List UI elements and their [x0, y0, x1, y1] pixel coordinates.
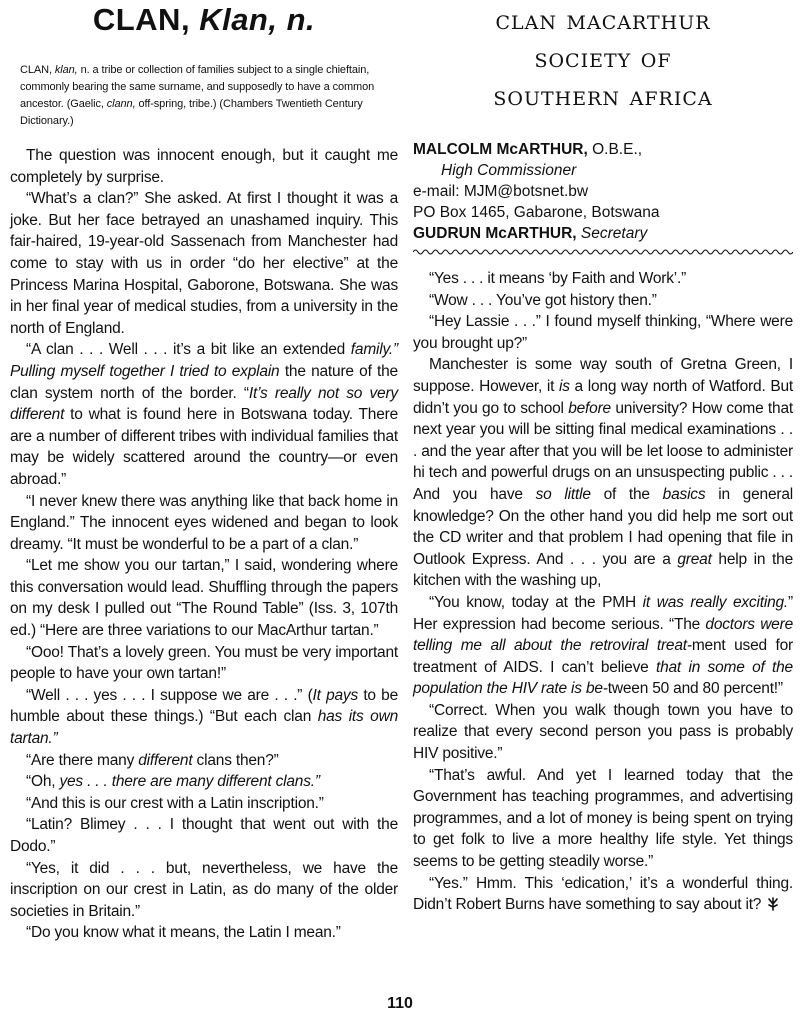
paragraph: “Are there many different clans then?”	[26, 751, 279, 769]
paragraph: “Well . . . yes . . . I suppose we are . . .” (It pays to be humble about these things.) “But each clan has its own tartan.”	[10, 686, 399, 748]
article-body-right	[413, 268, 793, 916]
contact-address: PO Box 1465, Gabarone, Botswana	[413, 204, 660, 221]
paragraph: “Hey Lassie . . .” I found myself thinking, “Where were you brought up?”	[413, 313, 793, 352]
contact-block	[413, 139, 793, 244]
paragraph: “That’s awful. And yet I learned today that the Government has teaching programmes, and advertising programmes, and a lot of money is being spent on trying to get folk to live a more healthy life style. Yet things seems to be getting steadily worse.”	[413, 766, 793, 871]
paragraph: “I never knew there was anything like that back home in England.” The innocent eyes widened and began to look dreamy. “It must be wonderful to be a part of a clan.”	[10, 492, 398, 553]
page-number: 110	[387, 995, 413, 1012]
paragraph: “Yes, it did . . . but, nevertheless, we have the inscription on our crest in Latin, as do many of the older societies in Britain.”	[10, 859, 398, 920]
paragraph: “Yes . . . it means ‘by Faith and Work’.”	[429, 270, 687, 287]
paragraph: “You know, today at the PMH it was really exciting.” Her expression had become serious. “The doctors were telling me all about the retroviral treat-ment used for treatment of AIDS. I can’t believe that in some of the population the HIV rate is be-tween 50 and 80 percent!”	[413, 593, 794, 698]
paragraph: “A clan . . . Well . . . it’s a bit like an extended family.” Pulling myself together I tried to explain the nature of the clan system north of the border. “It’s really not so very different to what is found here in Botswana today. There are a number of different tribes with individual families that may be widely scattered around the country—or even abroad.”	[10, 341, 398, 488]
society-title: clan macarthur society of southern africa	[493, 5, 713, 112]
thistle-icon	[765, 897, 781, 911]
paragraph: “What’s a clan?” She asked. At first I thought it was a joke. But her face betrayed an unashamed inquiry. This fair-haired, 19-year-old Sassenach from Manchester had come to stay with us in order “do her elective” at the Princess Marina Hospital, Gaborone, Botswana. She was in her final year of medical studies, from a university in the north of England.	[10, 190, 398, 337]
paragraph: “Latin? Blimey . . . I thought that went out with the Dodo.”	[10, 816, 398, 855]
paragraph: “Let me show you our tartan,” I said, wondering where this conversation would lead. Shuffling through the papers on my desk I pulled out “The Round Table” (Iss. 3, 107th ed.) “Here are three variations to our MacArthur tartan.”	[10, 557, 398, 640]
article-body-left	[10, 145, 398, 944]
contact-role: High Commissioner	[441, 162, 577, 179]
contact-email: e-mail: MJM@botsnet.bw	[413, 183, 589, 200]
paragraph: Manchester is some way south of Gretna Green, I suppose. However, it is a long way north of Watford. But didn’t you go to school before university? How come that next year you will be sitting final medical examinations . . . and the year after that you will be let loose to administer hi tech and powerful drugs on an unsuspecting public . . . And you have so little of the basics in general knowledge? On the other hand you did help me sort out the CD writer and that problem I had opening that file in Outlook Express. And . . . you are a great help in the kitchen with the washing up,	[413, 356, 793, 590]
paragraph: The question was innocent enough, but it caught me completely by surprise.	[10, 147, 398, 186]
paragraph: “Wow . . . You’ve got history then.”	[429, 291, 657, 309]
paragraph: “And this is our crest with a Latin inscription.”	[26, 794, 324, 812]
paragraph: “Ooo! That’s a lovely green. You must be very important people to have your own tartan!”	[10, 643, 398, 683]
paragraph: “Oh, yes . . . there are many different clans.”	[26, 773, 320, 791]
contact-line: GUDRUN McARTHUR, Secretary	[413, 225, 648, 242]
dictionary-definition: CLAN, klan, n. a tribe or collection of families subject to a single chieftain, commonly bearing the same surname, and supposedly to have a common ancestor. (Gaelic, clann, off-spring, tribe.) (Chambers Twentieth Century Dictionary.)	[20, 64, 375, 127]
paragraph: “Yes.” Hmm. This ‘edication,’ it’s a wonderful thing. Didn’t Robert Burns have something to say about it?	[413, 874, 793, 914]
paragraph: “Do you know what it means, the Latin I mean.”	[26, 924, 341, 942]
dictionary-entry-title: CLAN, Klan, n.	[92, 2, 316, 37]
paragraph: “Correct. When you walk though town you have to realize that every second person you pass is probably HIV positive.”	[413, 701, 793, 763]
contact-line: MALCOLM McARTHUR, O.B.E.,	[413, 141, 643, 158]
tilde-divider	[413, 248, 793, 256]
